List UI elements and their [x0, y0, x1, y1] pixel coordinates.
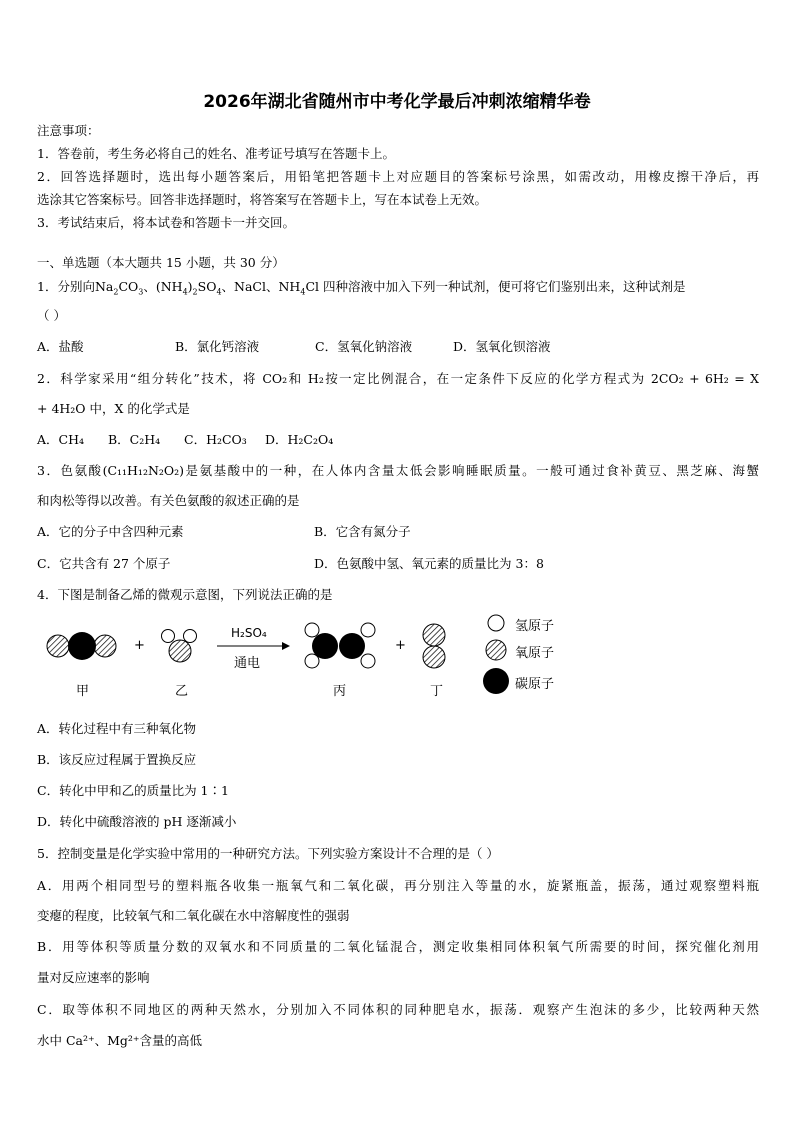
q2-option-c: C．H₂CO₃ [184, 432, 247, 447]
label-bing: 丙 [333, 684, 347, 699]
q1-option-b: B．氯化钙溶液 [175, 339, 260, 354]
molecule-bing [305, 623, 375, 668]
legend-hydrogen-label: 氢原子 [515, 619, 555, 634]
q4-option-d: D．转化中硫酸溶液的 pH 逐渐减小 [37, 814, 237, 829]
plus-sign-1: + [134, 638, 145, 653]
label-ding: 丁 [430, 684, 444, 699]
q4-option-c: C．转化中甲和乙的质量比为 1∶1 [37, 783, 229, 798]
q3-option-a: A．它的分子中含四种元素 [37, 524, 184, 539]
question-2-stem-line2: + 4H₂O 中，X 的化学式是 [37, 401, 190, 416]
reaction-arrow [217, 642, 290, 650]
label-yi: 乙 [175, 684, 189, 699]
molecule-yi [162, 630, 197, 663]
q1-option-d: D．氢氧化钡溶液 [453, 339, 551, 354]
q5-option-a-line1: A．用两个相同型号的塑料瓶各收集一瓶氧气和二氧化碳，再分别注入等量的水，旋紧瓶盖，振荡，通过观察塑料瓶 [37, 878, 759, 893]
legend-carbon-label: 碳原子 [515, 677, 555, 692]
carbon-atom-legend-icon [483, 668, 509, 694]
q2-option-d: D．H₂C₂O₄ [265, 432, 334, 447]
notice-item-2a: 2．回答选择题时，选出每小题答案后，用铅笔把答题卡上对应题目的答案标号涂黑，如需改动，用橡皮擦干净后，再 [37, 169, 759, 184]
notice-item-1: 1．答卷前，考生务必将自己的姓名、准考证号填写在答题卡上。 [37, 146, 395, 161]
q5-option-b-line2: 量对反应速率的影响 [37, 970, 150, 985]
question-3-stem-line1: 3．色氨酸(C₁₁H₁₂N₂O₂)是氨基酸中的一种，在人体内含量太低会影响睡眠质量。一般可通过食补黄豆、黑芝麻、海蟹 [37, 463, 759, 478]
question-1-bracket: （ ） [37, 308, 66, 323]
q2-option-a: A．CH₄ [37, 432, 85, 447]
arrow-condition-label: 通电 [234, 656, 261, 671]
q3-option-c: C．它共含有 27 个原子 [37, 556, 171, 571]
oxygen-atom-legend-icon [486, 640, 506, 660]
q5-option-c-line2: 水中 Ca²⁺、Mg²⁺含量的高低 [37, 1033, 203, 1048]
question-3-stem-line2: 和肉松等得以改善。有关色氨酸的叙述正确的是 [37, 493, 300, 508]
q5-option-c-line1: C．取等体积不同地区的两种天然水，分别加入不同体积的同种肥皂水，振荡．观察产生泡沫的多少，比较两种天然 [37, 1002, 759, 1017]
question-4-stem: 4．下图是制备乙烯的微观示意图，下列说法正确的是 [37, 587, 333, 602]
question-1-stem: 1．分别向$Na_2CO_3$、$(NH_4)_2SO_4$、NaCl、$NH_4Cl$ 四种溶液中加入下列一种试剂，便可将它们鉴别出来，这种试剂是 [37, 279, 686, 297]
notice-heading: 注意事项： [37, 123, 100, 138]
question-5-stem: 5．控制变量是化学实验中常用的一种研究方法。下列实验方案设计不合理的是（ ） [37, 846, 499, 861]
hydrogen-atom-legend-icon [488, 615, 504, 631]
section-heading: 一、单选题（本大题共 15 小题，共 30 分） [37, 255, 285, 270]
q5-option-b-line1: B．用等体积等质量分数的双氧水和不同质量的二氧化锰混合，测定收集相同体积氧气所需要的时间，探究催化剂用 [37, 939, 759, 954]
q4-option-a: A．转化过程中有三种氧化物 [37, 721, 197, 736]
q4-option-b: B．该反应过程属于置换反应 [37, 752, 197, 767]
notice-item-2b: 选涂其它答案标号。回答非选择题时，将答案写在答题卡上，写在本试卷上无效。 [37, 192, 488, 207]
q3-option-b: B．它含有氮分子 [314, 524, 411, 539]
label-jia: 甲 [76, 684, 90, 699]
notice-item-3: 3．考试结束后，将本试卷和答题卡一并交回。 [37, 215, 295, 230]
q1-option-a: A．盐酸 [37, 339, 84, 354]
q3-option-d: D．色氨酸中氢、氧元素的质量比为 3：8 [314, 556, 544, 571]
question-2-stem-line1: 2．科学家采用“组分转化”技术，将 CO₂和 H₂按一定比例混合，在一定条件下反应的化学方程式为 2CO₂ + 6H₂ = X [37, 371, 759, 386]
molecule-ding [423, 624, 445, 668]
legend [483, 615, 509, 694]
q2-option-b: B．C₂H₄ [108, 432, 161, 447]
page-title: 2026年湖北省随州市中考化学最后冲刺浓缩精华卷 [203, 92, 591, 112]
arrow-catalyst-label: H₂SO₄ [231, 626, 267, 640]
legend-oxygen-label: 氧原子 [515, 646, 555, 661]
q5-option-a-line2: 变瘪的程度，比较氧气和二氧化碳在水中溶解度性的强弱 [37, 908, 350, 923]
molecule-jia [47, 632, 116, 660]
q1-option-c: C．氢氧化钠溶液 [315, 339, 413, 354]
plus-sign-2: + [395, 638, 406, 653]
